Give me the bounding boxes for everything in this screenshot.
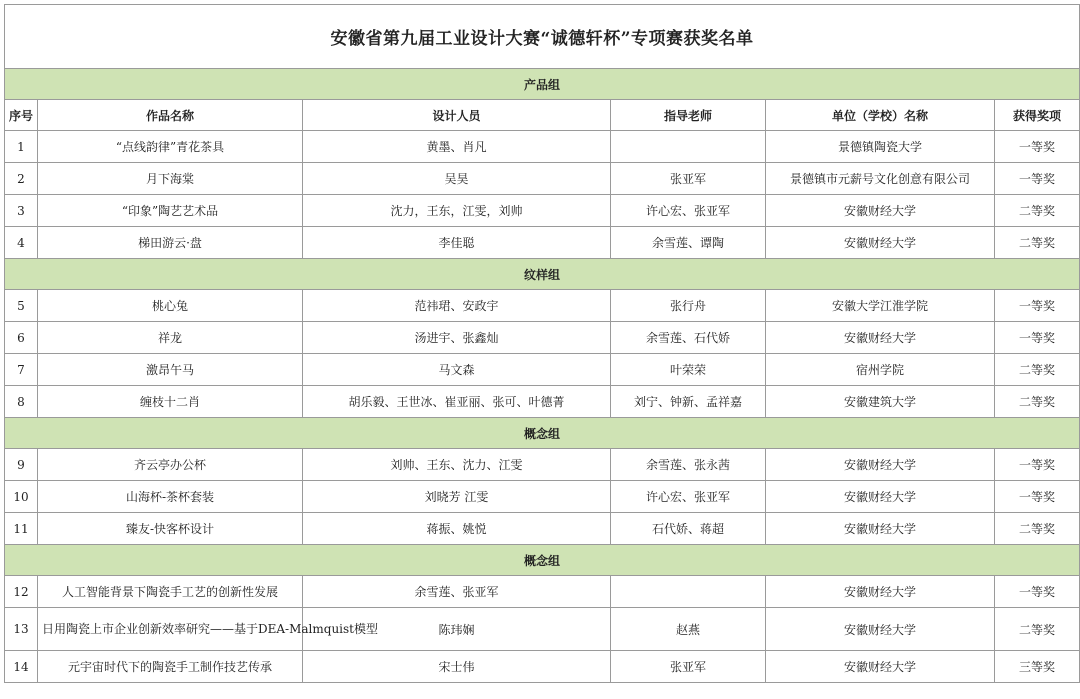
cell-no: 12: [5, 576, 38, 608]
cell-unit: 安徽财经大学: [766, 481, 995, 513]
cell-unit: 安徽财经大学: [766, 195, 995, 227]
cell-work: 齐云亭办公杯: [38, 449, 303, 481]
cell-award: 二等奖: [995, 513, 1080, 545]
cell-award: 一等奖: [995, 290, 1080, 322]
cell-designers: 刘帅、王东、沈力、江雯: [303, 449, 611, 481]
table-row: [5, 449, 1080, 481]
cell-unit: 景德镇陶瓷大学: [766, 131, 995, 163]
table-row: [5, 513, 1080, 545]
cell-no: 14: [5, 651, 38, 683]
cell-designers: 黄墨、肖凡: [303, 131, 611, 163]
header-award: 获得奖项: [995, 100, 1080, 131]
cell-advisor: 赵燕: [611, 608, 766, 651]
cell-designers: 胡乐毅、王世冰、崔亚丽、张可、叶德菁: [303, 386, 611, 418]
header-unit: 单位（学校）名称: [766, 100, 995, 131]
cell-no: 7: [5, 354, 38, 386]
cell-advisor: 张行舟: [611, 290, 766, 322]
group-header-row: [5, 545, 1080, 576]
cell-work: 桃心兔: [38, 290, 303, 322]
header-advisor: 指导老师: [611, 100, 766, 131]
cell-unit: 安徽财经大学: [766, 513, 995, 545]
awards-table: [4, 4, 1080, 683]
cell-advisor: [611, 131, 766, 163]
group-title: 纹样组: [5, 259, 1080, 290]
table-row: [5, 195, 1080, 227]
cell-designers: 余雪莲、张亚军: [303, 576, 611, 608]
cell-no: 1: [5, 131, 38, 163]
cell-work: 日用陶瓷上市企业创新效率研究——基于DEA-Malmquist模型: [38, 608, 303, 651]
cell-work: 臻友-快客杯设计: [38, 513, 303, 545]
table-row: [5, 163, 1080, 195]
header-work: 作品名称: [38, 100, 303, 131]
cell-work: 梯田游云·盘: [38, 227, 303, 259]
cell-unit: 景德镇市元薪号文化创意有限公司: [766, 163, 995, 195]
cell-no: 13: [5, 608, 38, 651]
cell-no: 11: [5, 513, 38, 545]
cell-no: 3: [5, 195, 38, 227]
cell-designers: 汤进宇、张鑫灿: [303, 322, 611, 354]
table-row: [5, 651, 1080, 683]
cell-no: 2: [5, 163, 38, 195]
cell-award: 一等奖: [995, 322, 1080, 354]
cell-no: 4: [5, 227, 38, 259]
cell-work: 人工智能背景下陶瓷手工艺的创新性发展: [38, 576, 303, 608]
cell-advisor: 余雪莲、张永茜: [611, 449, 766, 481]
cell-no: 8: [5, 386, 38, 418]
cell-work: “印象”陶艺艺术品: [38, 195, 303, 227]
cell-advisor: 许心宏、张亚军: [611, 195, 766, 227]
table-row: [5, 386, 1080, 418]
cell-award: 二等奖: [995, 227, 1080, 259]
cell-award: 二等奖: [995, 608, 1080, 651]
cell-designers: 李佳聪: [303, 227, 611, 259]
cell-unit: 安徽财经大学: [766, 227, 995, 259]
group-title: 概念组: [5, 545, 1080, 576]
table-row: [5, 322, 1080, 354]
table-row: [5, 354, 1080, 386]
cell-work: 激昂午马: [38, 354, 303, 386]
cell-work: “点线韵律”青花茶具: [38, 131, 303, 163]
table-row: [5, 576, 1080, 608]
cell-advisor: 许心宏、张亚军: [611, 481, 766, 513]
cell-designers: 马文森: [303, 354, 611, 386]
cell-work: 祥龙: [38, 322, 303, 354]
table-row: [5, 290, 1080, 322]
cell-advisor: 余雪莲、谭陶: [611, 227, 766, 259]
cell-designers: 陈玮娴: [303, 608, 611, 651]
cell-advisor: 刘宁、钟新、孟祥嘉: [611, 386, 766, 418]
cell-unit: 安徽财经大学: [766, 608, 995, 651]
table-row: [5, 481, 1080, 513]
cell-award: 一等奖: [995, 449, 1080, 481]
cell-award: 三等奖: [995, 651, 1080, 683]
cell-work: 月下海棠: [38, 163, 303, 195]
cell-unit: 安徽财经大学: [766, 322, 995, 354]
cell-designers: 范祎珺、安政宇: [303, 290, 611, 322]
group-title: 产品组: [5, 69, 1080, 100]
cell-no: 10: [5, 481, 38, 513]
cell-advisor: 石代娇、蒋超: [611, 513, 766, 545]
cell-unit: 安徽财经大学: [766, 576, 995, 608]
cell-designers: 吴昊: [303, 163, 611, 195]
table-row: [5, 608, 1080, 651]
cell-award: 一等奖: [995, 576, 1080, 608]
cell-award: 二等奖: [995, 386, 1080, 418]
cell-award: 二等奖: [995, 195, 1080, 227]
cell-unit: 安徽财经大学: [766, 449, 995, 481]
cell-unit: 宿州学院: [766, 354, 995, 386]
cell-award: 一等奖: [995, 163, 1080, 195]
header-designers: 设计人员: [303, 100, 611, 131]
cell-unit: 安徽建筑大学: [766, 386, 995, 418]
cell-designers: 刘晓芳 江雯: [303, 481, 611, 513]
cell-no: 5: [5, 290, 38, 322]
column-header-row: [5, 100, 1080, 131]
group-title: 概念组: [5, 418, 1080, 449]
cell-unit: 安徽财经大学: [766, 651, 995, 683]
cell-advisor: [611, 576, 766, 608]
cell-designers: 宋士伟: [303, 651, 611, 683]
cell-unit: 安徽大学江淮学院: [766, 290, 995, 322]
cell-award: 二等奖: [995, 354, 1080, 386]
cell-advisor: 余雪莲、石代娇: [611, 322, 766, 354]
cell-no: 9: [5, 449, 38, 481]
group-header-row: [5, 418, 1080, 449]
table-row: [5, 131, 1080, 163]
cell-no: 6: [5, 322, 38, 354]
cell-work: 元宇宙时代下的陶瓷手工制作技艺传承: [38, 651, 303, 683]
cell-award: 一等奖: [995, 481, 1080, 513]
cell-award: 一等奖: [995, 131, 1080, 163]
header-no: 序号: [5, 100, 38, 131]
cell-advisor: 张亚军: [611, 651, 766, 683]
cell-designers: 蒋振、姚悦: [303, 513, 611, 545]
group-header-row: [5, 69, 1080, 100]
page-title: 安徽省第九届工业设计大赛“诚德轩杯”专项赛获奖名单: [5, 5, 1080, 69]
cell-advisor: 张亚军: [611, 163, 766, 195]
cell-advisor: 叶荣荣: [611, 354, 766, 386]
group-header-row: [5, 259, 1080, 290]
cell-work: 缠枝十二肖: [38, 386, 303, 418]
cell-work: 山海杯-茶杯套装: [38, 481, 303, 513]
table-row: [5, 227, 1080, 259]
cell-designers: 沈力，王东，江雯，刘帅: [303, 195, 611, 227]
